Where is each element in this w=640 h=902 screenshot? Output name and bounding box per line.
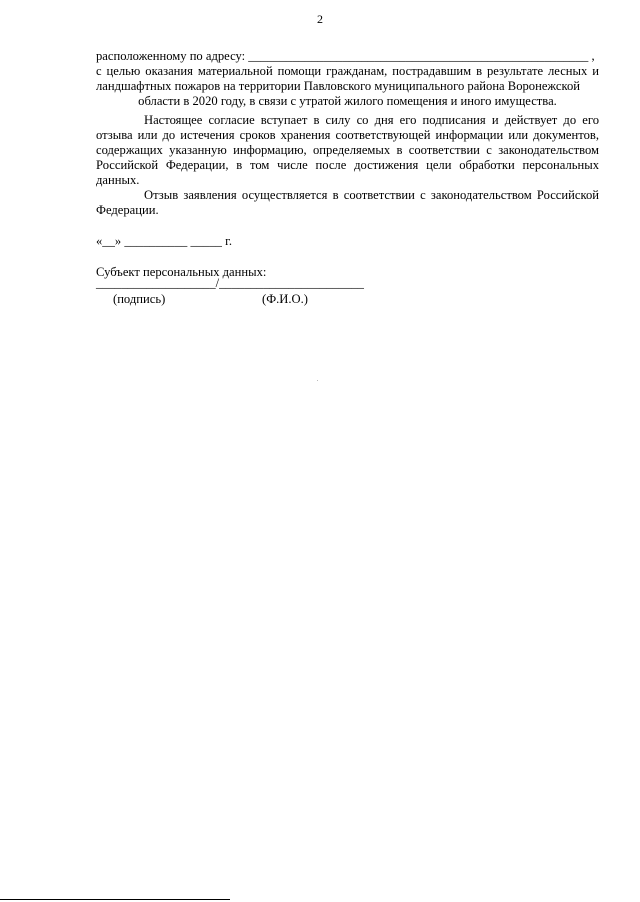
signature-line: ___________________/_______________________ xyxy=(96,276,364,290)
purpose-line-1: с целью оказания материальной помощи гражданам, пострадавшим в результате лесных и ландшафтных пожаров на территории Павловского муниципального района Воронежской xyxy=(96,64,599,94)
consent-paragraph: Настоящее согласие вступает в силу со дня его подписания и действует до его отзыва или до истечения сроков хранения соответствующей информации или документов, содержащих указанную информацию, определяемых в соответствии с законодательством Российской Федерации, в том числе после достижения цели обработки персональных данных. xyxy=(96,113,599,188)
address-line: расположенному по адресу: ______________________________________________________ , xyxy=(96,49,595,63)
purpose-paragraph xyxy=(96,64,599,109)
name-caption: (Ф.И.О.) xyxy=(262,292,308,306)
date-line: «__» __________ _____ г. xyxy=(96,234,232,248)
revocation-paragraph: Отзыв заявления осуществляется в соответствии с законодательством Российской Федерации. xyxy=(96,188,599,218)
purpose-line-2: области в 2020 году, в связи с утратой жилого помещения и иного имущества. xyxy=(138,94,557,109)
page-number: 2 xyxy=(317,12,323,26)
scan-speck xyxy=(317,380,318,381)
footnote-rule xyxy=(0,899,230,900)
subject-label: Субъект персональных данных: xyxy=(96,265,267,279)
signature-caption: (подпись) xyxy=(113,292,166,306)
